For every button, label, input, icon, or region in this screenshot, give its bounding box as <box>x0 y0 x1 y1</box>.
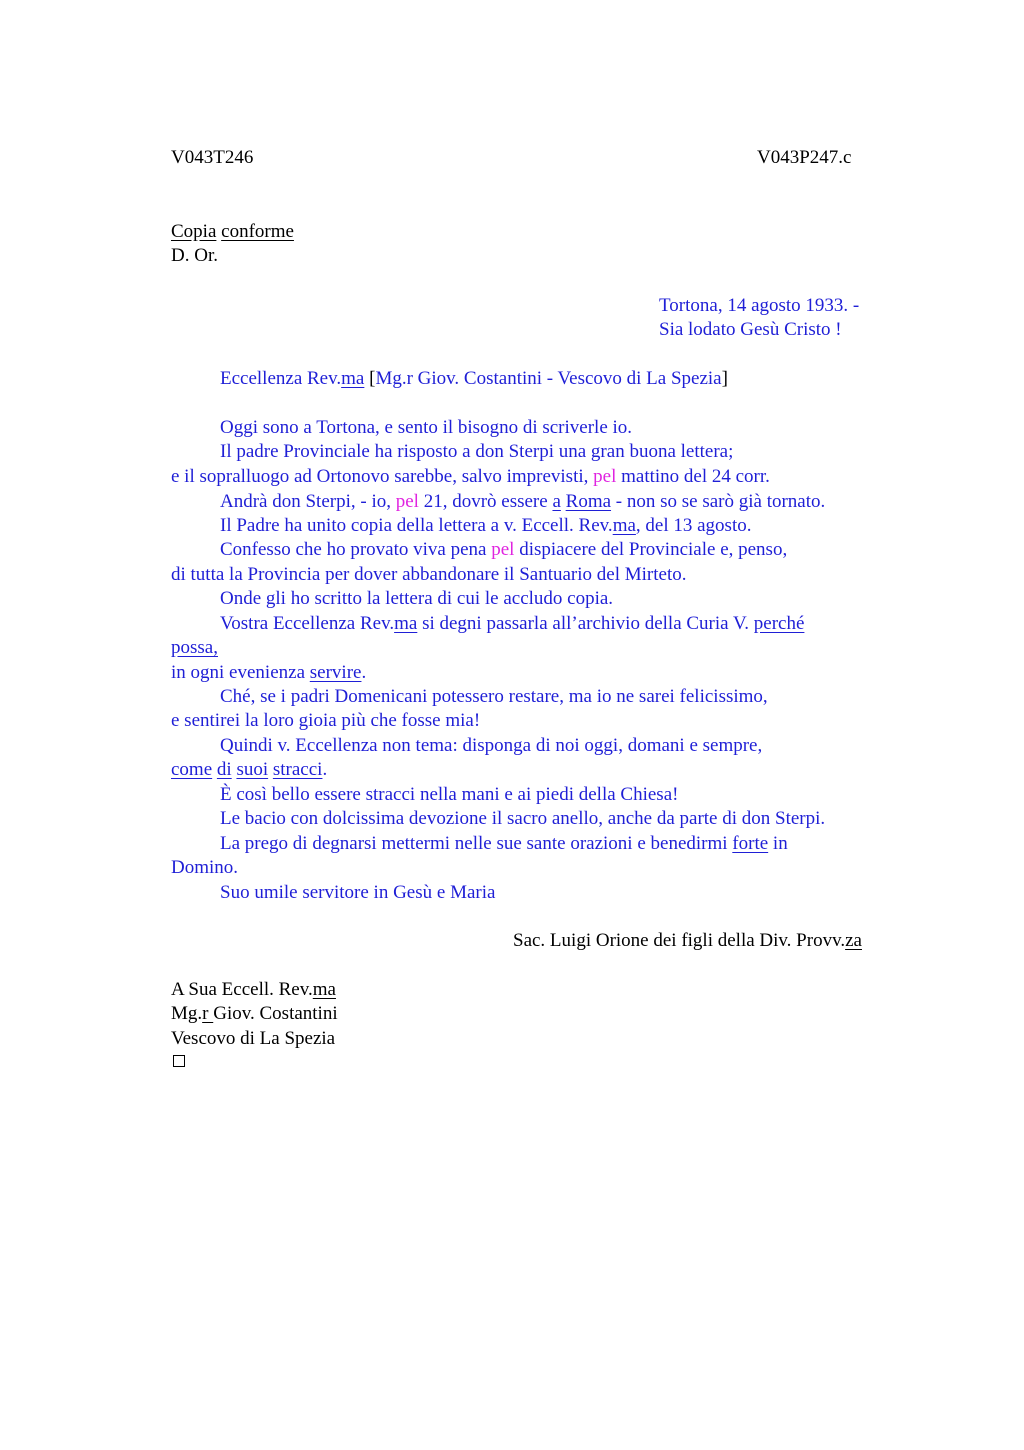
body-line: e sentirei la loro gioia più che fosse mia! <box>171 710 481 731</box>
body-line <box>220 490 825 514</box>
underlined-word: come <box>171 759 213 780</box>
underlined-word: perché <box>753 613 805 634</box>
text-span: Confesso che ho provato viva pena <box>220 539 492 560</box>
document-code-left: V043T246 <box>171 147 254 168</box>
body-line: di tutta la Provincia per dover abbandonare il Santuario del Mirteto. <box>171 564 687 585</box>
document-code-right: V043P247.c <box>757 147 852 168</box>
text-span: . <box>361 662 367 683</box>
text-span: - non so se sarò già tornato. <box>611 491 826 512</box>
salutation <box>220 367 728 391</box>
underlined-word: ma <box>612 515 636 536</box>
underlined-word: r <box>202 1003 214 1024</box>
closing-line: Suo umile servitore in Gesù e Maria <box>220 882 496 903</box>
text-span: La prego di degnarsi mettermi nelle sue sante orazioni e benedirmi <box>220 833 733 854</box>
text-span: in ogni evenienza <box>171 662 310 683</box>
body-line: Le bacio con dolcissima devozione il sacro anello, anche da parte di don Sterpi. <box>220 808 826 829</box>
text-span: e il sopralluogo ad Ortonovo sarebbe, salvo imprevisti, <box>171 466 594 487</box>
salutation-bracket: [Mg.r Giov. Costantini - Vescovo di La Spezia] <box>369 368 728 389</box>
body-line: Domino. <box>171 857 239 878</box>
copy-note-word2: conforme <box>221 221 294 242</box>
text-span: dispiacere del Provinciale e, penso, <box>514 539 788 560</box>
body-line: Quindi v. Eccellenza non tema: disponga di noi oggi, domani e sempre, <box>220 735 763 756</box>
signature <box>513 929 862 953</box>
underlined-word: forte <box>732 833 769 854</box>
underlined-word: suoi <box>236 759 269 780</box>
body-line: Il padre Provinciale ha risposto a don Sterpi una gran buona lettera; <box>220 441 734 462</box>
body-line: È così bello essere stracci nella mani e ai piedi della Chiesa! <box>220 784 679 805</box>
underlined-word: ma <box>394 613 418 634</box>
address-line: Vescovo di La Spezia <box>171 1028 336 1049</box>
body-line <box>220 612 804 636</box>
body-line <box>220 832 788 856</box>
text-span: Vostra Eccellenza Rev. <box>220 613 395 634</box>
invocation: Sia lodato Gesù Cristo ! <box>659 319 842 340</box>
copy-note-initials: D. Or. <box>171 245 218 266</box>
address-line <box>171 1002 338 1026</box>
underlined-word: stracci <box>272 759 323 780</box>
text-span: in <box>768 833 788 854</box>
body-line <box>171 661 366 685</box>
text-span: Mg. <box>171 1003 203 1024</box>
signature-abbrev: za <box>845 930 862 951</box>
text-span: . <box>322 759 328 780</box>
address-line <box>171 978 336 1002</box>
copy-note-word1: Copia <box>171 221 217 242</box>
salutation-addressee: Mg.r Giov. Costantini - Vescovo di La Spezia <box>375 368 722 389</box>
body-line: Ché, se i padri Domenicani potessero restare, ma io ne sarei felicissimo, <box>220 686 768 707</box>
body-line <box>220 538 787 562</box>
text-span: 21, dovrò essere <box>418 491 553 512</box>
text-span: Il Padre ha unito copia della lettera a v. Eccell. Rev. <box>220 515 613 536</box>
text-span: Andrà don Sterpi, - io, <box>220 491 396 512</box>
underlined-word: Roma <box>565 491 612 512</box>
underlined-word: possa, <box>171 637 218 658</box>
body-line <box>171 636 218 660</box>
highlighted-word: pel <box>593 466 617 487</box>
underlined-word: servire <box>309 662 362 683</box>
salutation-abbrev: ma <box>341 368 365 389</box>
body-line <box>171 465 770 489</box>
body-line <box>171 758 327 782</box>
underlined-word: ma <box>312 979 336 1000</box>
underlined-word: a <box>552 491 561 512</box>
checkbox-symbol <box>173 1055 185 1067</box>
underlined-word: di <box>216 759 232 780</box>
salutation-text: Eccellenza Rev. <box>220 368 342 389</box>
signature-text: Sac. Luigi Orione dei figli della Div. Provv. <box>513 930 846 951</box>
body-line: Onde gli ho scritto la lettera di cui le accludo copia. <box>220 588 614 609</box>
body-line <box>220 514 751 538</box>
text-span: mattino del 24 corr. <box>616 466 770 487</box>
copy-note <box>171 220 294 244</box>
body-line: Oggi sono a Tortona, e sento il bisogno di scriverle io. <box>220 417 633 438</box>
text-span: si degni passarla all’archivio della Curia V. <box>417 613 754 634</box>
highlighted-word: pel <box>395 491 419 512</box>
text-span: , del 13 agosto. <box>635 515 752 536</box>
dateline: Tortona, 14 agosto 1933. - <box>659 295 860 316</box>
text-span: A Sua Eccell. Rev. <box>171 979 313 1000</box>
text-span: Giov. Costantini <box>213 1003 338 1024</box>
highlighted-word: pel <box>491 539 515 560</box>
